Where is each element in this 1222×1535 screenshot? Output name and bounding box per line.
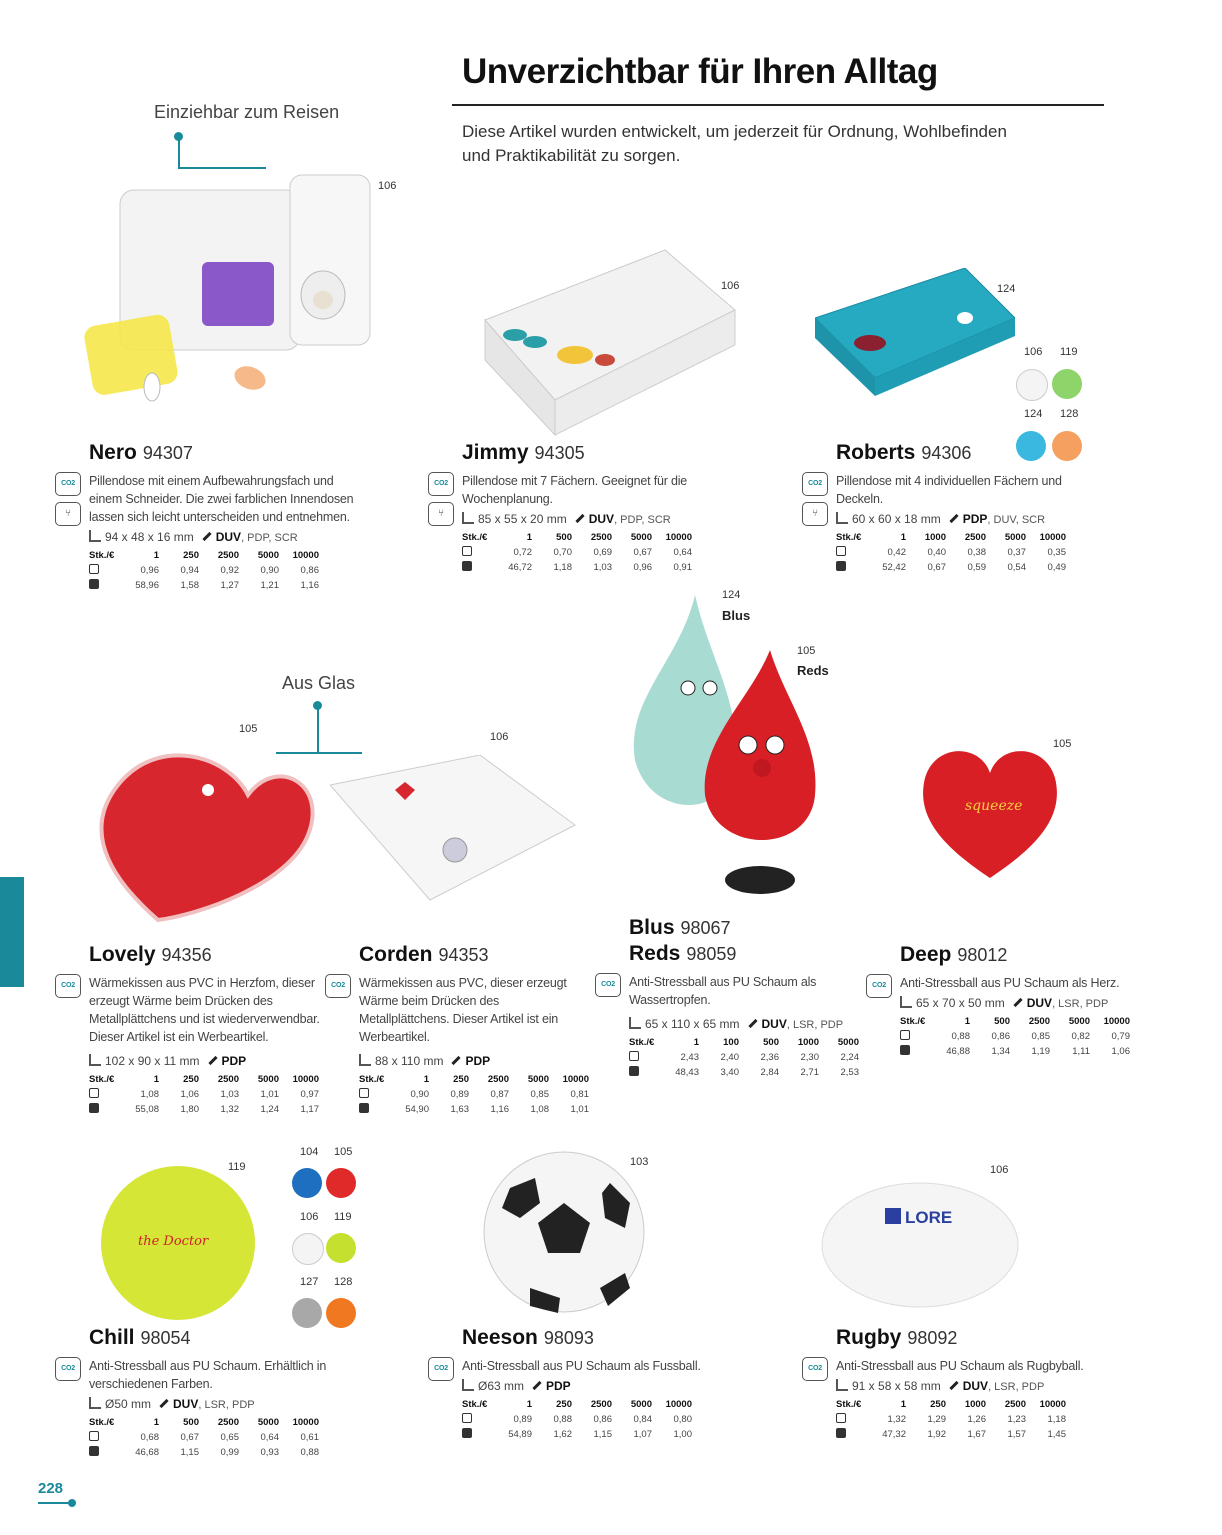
printed-icon: [89, 1103, 99, 1113]
printed-icon: [900, 1045, 910, 1055]
chill-product-image: [100, 1163, 260, 1323]
price-table: Stk./€ 1 500 2500 5000 10000 0,88 0,86 0,85 0,82 0,79 46,88 1,34 1,19 1,11 1,06: [900, 1016, 1130, 1057]
blus-reds-product-image: [620, 590, 850, 900]
print-method-icon: [1013, 998, 1022, 1007]
color-code-label: 119: [228, 1161, 246, 1173]
print-method-icon: [159, 1399, 168, 1408]
print-method-icon: [949, 1381, 958, 1390]
product-blus-reds: [595, 915, 860, 1080]
product-name: Reds 98059: [629, 942, 737, 965]
dimension-icon: [629, 1017, 641, 1029]
product-chill: [55, 1325, 345, 1460]
svg-text:squeeze: squeeze: [965, 798, 1023, 814]
printed-icon: [359, 1103, 369, 1113]
product-code: 98067: [680, 918, 731, 938]
product-deep: [866, 942, 1156, 1059]
product-description: CO2 Wärmekissen aus PVC, dieser erzeugt Wärme beim Drücken des Metallplättchens. Dieser Artikel ist ein Werbeartikel.: [325, 974, 575, 1046]
product-rugby: [802, 1325, 1102, 1442]
print-method-icon: [949, 514, 958, 523]
price-table: Stk./€ 1 100 500 1000 5000 2,43 2,40 2,36 2,30 2,24 48,43 3,40 2,84 2,71 2,53: [629, 1037, 859, 1078]
color-code-label: 124: [1024, 408, 1043, 420]
deep-product-image: [915, 738, 1065, 888]
product-lovely: [55, 942, 330, 1117]
product-spec: 65 x 70 x 50 mm DUV, LSR, PDP: [866, 996, 1156, 1010]
color-code-label: 105: [1053, 738, 1072, 750]
variant-name-reds: Reds: [797, 663, 829, 678]
title-divider: [452, 104, 1104, 106]
co2-icon: CO2: [428, 472, 454, 496]
print-method-icon: [532, 1381, 541, 1390]
product-code: 94307: [142, 443, 193, 463]
color-code-label: 103: [630, 1156, 649, 1168]
page-number-rule: [38, 1502, 70, 1504]
color-code-label: 105: [334, 1146, 353, 1158]
product-description: CO2 Anti-Stressball aus PU Schaum als Herz.: [866, 974, 1156, 992]
product-name: Rugby 98092: [836, 1326, 958, 1349]
product-code: 98092: [907, 1328, 958, 1348]
print-method-icon: [202, 532, 211, 541]
color-code-label: 106: [300, 1211, 319, 1223]
print-method-icon: [748, 1019, 757, 1028]
price-table: Stk./€ 1 250 2500 5000 10000 1,08 1,06 1,03 1,01 0,97 55,08 1,80 1,32 1,24 1,17: [89, 1074, 319, 1115]
product-spec: 60 x 60 x 18 mm PDP, DUV, SCR: [802, 512, 1102, 526]
color-swatch-red: [326, 1168, 356, 1198]
product-name: Nero 94307: [89, 441, 193, 464]
rugby-product-image: [820, 1178, 1020, 1313]
product-spec: 85 x 55 x 20 mm DUV, PDP, SCR: [428, 512, 728, 526]
product-code: 98093: [543, 1328, 594, 1348]
co2-icon: CO2: [325, 974, 351, 998]
page-number-dot: [68, 1499, 76, 1507]
product-description: CO2 ⑂ Pillendose mit 4 individuellen Fächern und Deckeln.: [802, 472, 1102, 508]
color-code-label: 106: [490, 731, 509, 743]
product-spec: 94 x 48 x 16 mm DUV, PDP, SCR: [55, 530, 355, 544]
product-description: CO2 Anti-Stressball aus PU Schaum als Fussball.: [428, 1357, 728, 1375]
color-code-label: 124: [722, 589, 741, 601]
food-safe-icon: ⑂: [802, 502, 828, 526]
unprinted-icon: [462, 1413, 472, 1423]
co2-icon: CO2: [802, 472, 828, 496]
color-code-label: 127: [300, 1276, 319, 1288]
price-table: Stk./€ 1 250 2500 5000 10000 0,96 0,94 0,92 0,90 0,86 58,96 1,58 1,27 1,21 1,16: [89, 550, 319, 591]
product-name: Roberts 94306: [836, 441, 972, 464]
price-table: Stk./€ 1 250 2500 5000 10000 0,89 0,88 0,86 0,84 0,80 54,89 1,62 1,15 1,07 1,00: [462, 1399, 692, 1440]
food-safe-icon: ⑂: [428, 502, 454, 526]
color-swatch-grey: [292, 1298, 322, 1328]
price-table: Stk./€ 1 250 1000 2500 10000 1,32 1,29 1,26 1,23 1,18 47,32 1,92 1,67 1,57 1,45: [836, 1399, 1066, 1440]
unprinted-icon: [462, 546, 472, 556]
price-table: Stk./€ 1 500 2500 5000 10000 0,68 0,67 0,65 0,64 0,61 46,68 1,15 0,99 0,93 0,88: [89, 1417, 319, 1458]
co2-icon: CO2: [866, 974, 892, 998]
dimension-icon: [836, 1379, 848, 1391]
unprinted-icon: [900, 1030, 910, 1040]
roberts-product-image: [815, 268, 1015, 398]
color-code-label: 106: [378, 180, 397, 192]
color-code-label: 106: [721, 280, 740, 292]
color-swatch-blue: [292, 1168, 322, 1198]
color-swatch-white: [292, 1233, 324, 1265]
printed-icon: [629, 1066, 639, 1076]
color-code-label: 104: [300, 1146, 319, 1158]
svg-text:the Doctor: the Doctor: [138, 1234, 209, 1249]
color-code-label: 124: [997, 283, 1016, 295]
page-title: Unverzichtbar für Ihren Alltag: [462, 52, 938, 91]
section-tab: [0, 877, 24, 987]
food-safe-icon: ⑂: [55, 502, 81, 526]
unprinted-icon: [89, 564, 99, 574]
callout-line: [178, 167, 266, 169]
dimension-icon: [89, 1397, 101, 1409]
unprinted-icon: [836, 1413, 846, 1423]
product-corden: [325, 942, 589, 1117]
product-code: 98059: [686, 944, 737, 964]
color-code-label: 106: [990, 1164, 1009, 1176]
product-code: 98054: [140, 1328, 191, 1348]
neeson-product-image: [480, 1148, 650, 1318]
price-table: Stk./€ 1 500 2500 5000 10000 0,72 0,70 0,69 0,67 0,64 46,72 1,18 1,03 0,96 0,91: [462, 532, 692, 573]
product-code: 94353: [438, 945, 489, 965]
product-spec: 88 x 110 mm PDP: [325, 1054, 575, 1068]
product-roberts: [802, 440, 1102, 575]
color-code-label: 106: [1024, 346, 1043, 358]
price-table: Stk./€ 1 1000 2500 5000 10000 0,42 0,40 0,38 0,37 0,35 52,42 0,67 0,59 0,54 0,49: [836, 532, 1066, 573]
corden-product-image: [330, 755, 580, 905]
product-jimmy: [428, 440, 728, 575]
printed-icon: [89, 579, 99, 589]
color-swatch-white: [1016, 369, 1048, 401]
printed-icon: [89, 1446, 99, 1456]
product-neeson: [428, 1325, 728, 1442]
co2-icon: CO2: [802, 1357, 828, 1381]
product-description: CO2 Anti-Stressball aus PU Schaum als Rugbyball.: [802, 1357, 1102, 1375]
color-code-label: 128: [1060, 408, 1079, 420]
co2-icon: CO2: [595, 973, 621, 997]
print-method-icon: [452, 1056, 461, 1065]
print-method-icon: [208, 1056, 217, 1065]
color-code-label: 119: [1060, 346, 1078, 358]
co2-icon: CO2: [428, 1357, 454, 1381]
callout-reisen: Einziehbar zum Reisen: [154, 102, 340, 122]
page-intro: Diese Artikel wurden entwickelt, um jederzeit für Ordnung, Wohlbefinden und Praktikabilität zu sorgen.: [462, 122, 1007, 165]
dimension-icon: [836, 512, 848, 524]
printed-icon: [836, 1428, 846, 1438]
svg-text:LORE: LORE: [905, 1208, 953, 1227]
callout-line: [178, 138, 180, 168]
product-spec: 91 x 58 x 58 mm DUV, LSR, PDP: [802, 1379, 1102, 1393]
printed-icon: [836, 561, 846, 571]
product-description: CO2 ⑂ Pillendose mit einem Aufbewahrungsfach und einem Schneider. Die zwei farblichen Innendosen lassen sich leicht unterscheiden und entnehmen.: [55, 472, 355, 526]
color-swatch-lime: [326, 1233, 356, 1263]
product-spec: 102 x 90 x 11 mm PDP: [55, 1054, 330, 1068]
product-name: Deep 98012: [900, 943, 1008, 966]
product-description: CO2 Wärmekissen aus PVC in Herzfom, dieser erzeugt Wärme beim Drücken des Metallplättchens und ist wiederverwendbar. Dieser Artikel ist ein Werbeartikel.: [55, 974, 330, 1046]
unprinted-icon: [89, 1431, 99, 1441]
lovely-product-image: [78, 745, 328, 925]
unprinted-icon: [629, 1051, 639, 1061]
color-code-label: 105: [239, 723, 258, 735]
color-code-label: 128: [334, 1276, 353, 1288]
product-description: CO2 ⑂ Pillendose mit 7 Fächern. Geeignet für die Wochenplanung.: [428, 472, 728, 508]
page-number: 228: [38, 1480, 64, 1497]
product-spec: Ø63 mm PDP: [428, 1379, 728, 1393]
dimension-icon: [359, 1054, 371, 1066]
product-code: 98012: [957, 945, 1008, 965]
product-name: Jimmy 94305: [462, 441, 585, 464]
printed-icon: [462, 1428, 472, 1438]
product-name: Corden 94353: [359, 943, 489, 966]
co2-icon: CO2: [55, 1357, 81, 1381]
color-code-label: 119: [334, 1211, 352, 1223]
product-description: CO2 Anti-Stressball aus PU Schaum. Erhältlich in verschiedenen Farben.: [55, 1357, 345, 1393]
dimension-icon: [462, 512, 474, 524]
product-description: CO2 Anti-Stressball aus PU Schaum als Wassertropfen.: [595, 973, 860, 1009]
unprinted-icon: [836, 546, 846, 556]
product-spec: Ø50 mm DUV, LSR, PDP: [55, 1397, 345, 1411]
print-method-icon: [575, 514, 584, 523]
color-swatch-green: [1052, 369, 1082, 399]
color-code-label: 105: [797, 645, 816, 657]
unprinted-icon: [89, 1088, 99, 1098]
dimension-icon: [89, 530, 101, 542]
callout-glas: Aus Glas: [282, 673, 356, 693]
product-name: Neeson 98093: [462, 1326, 594, 1349]
product-nero: [55, 440, 355, 593]
nero-product-image: [80, 170, 380, 440]
printed-icon: [462, 561, 472, 571]
price-table: Stk./€ 1 250 2500 5000 10000 0,90 0,89 0,87 0,85 0,81 54,90 1,63 1,16 1,08 1,01: [359, 1074, 589, 1115]
dimension-icon: [89, 1054, 101, 1066]
co2-icon: CO2: [55, 472, 81, 496]
product-code: 94305: [534, 443, 585, 463]
variant-name-blus: Blus: [722, 608, 751, 623]
product-name: Chill 98054: [89, 1326, 191, 1349]
jimmy-product-image: [465, 230, 745, 440]
co2-icon: CO2: [55, 974, 81, 998]
product-code: 94356: [161, 945, 212, 965]
product-code: 94306: [921, 443, 972, 463]
unprinted-icon: [359, 1088, 369, 1098]
dimension-icon: [900, 996, 912, 1008]
product-name: Lovely 94356: [89, 943, 212, 966]
product-spec: 65 x 110 x 65 mm DUV, LSR, PDP: [595, 1017, 860, 1031]
dimension-icon: [462, 1379, 474, 1391]
color-swatch-orange: [326, 1298, 356, 1328]
product-name: Blus 98067: [629, 916, 731, 939]
